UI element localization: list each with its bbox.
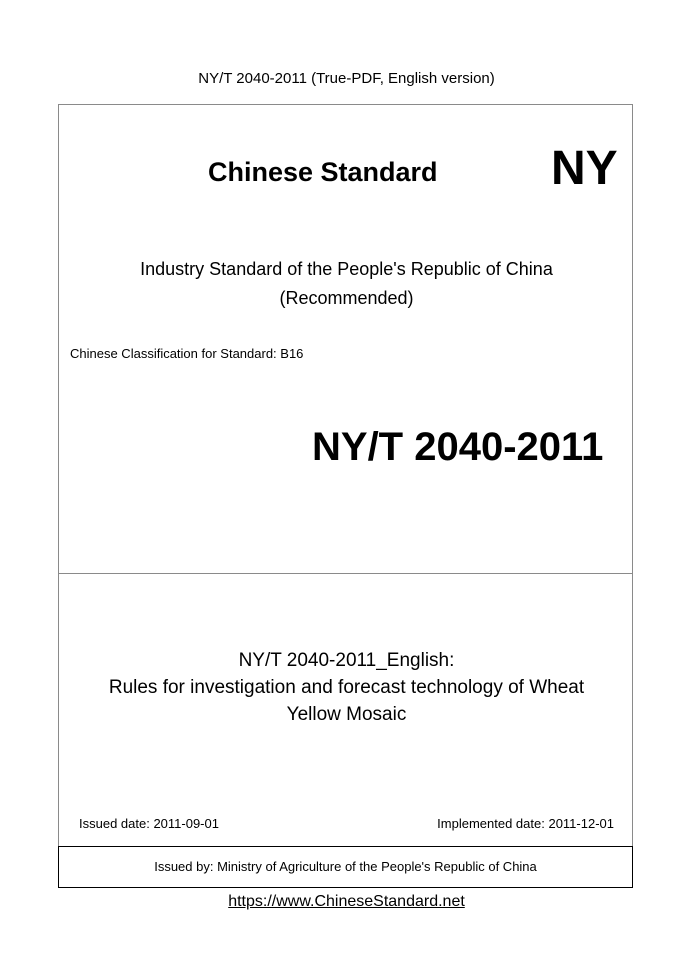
issuer-text: Issued by: Ministry of Agriculture of the People's Republic of China <box>154 859 537 874</box>
issuer-box <box>58 846 633 888</box>
title-code-line: NY/T 2040-2011_English: <box>238 650 455 671</box>
classification-text: Chinese Classification for Standard: B16 <box>70 346 304 361</box>
standard-number: NY/T 2040-2011 <box>312 425 604 469</box>
recommended-label: (Recommended) <box>279 288 414 308</box>
website-link[interactable]: https://www.ChineseStandard.net <box>228 893 465 910</box>
title-line-continued: Yellow Mosaic <box>286 704 407 725</box>
issued-date: Issued date: 2011-09-01 <box>79 816 219 831</box>
industry-standard-line: Industry Standard of the People's Republic of China <box>140 259 553 279</box>
title-line-main: Rules for investigation and forecast technology of Wheat <box>108 677 585 698</box>
document-type-heading: Chinese Standard <box>208 157 438 187</box>
standard-code-mark: NY <box>551 142 618 195</box>
document-header: NY/T 2040-2011 (True-PDF, English version) <box>198 70 495 87</box>
implemented-date: Implemented date: 2011-12-01 <box>437 816 614 831</box>
